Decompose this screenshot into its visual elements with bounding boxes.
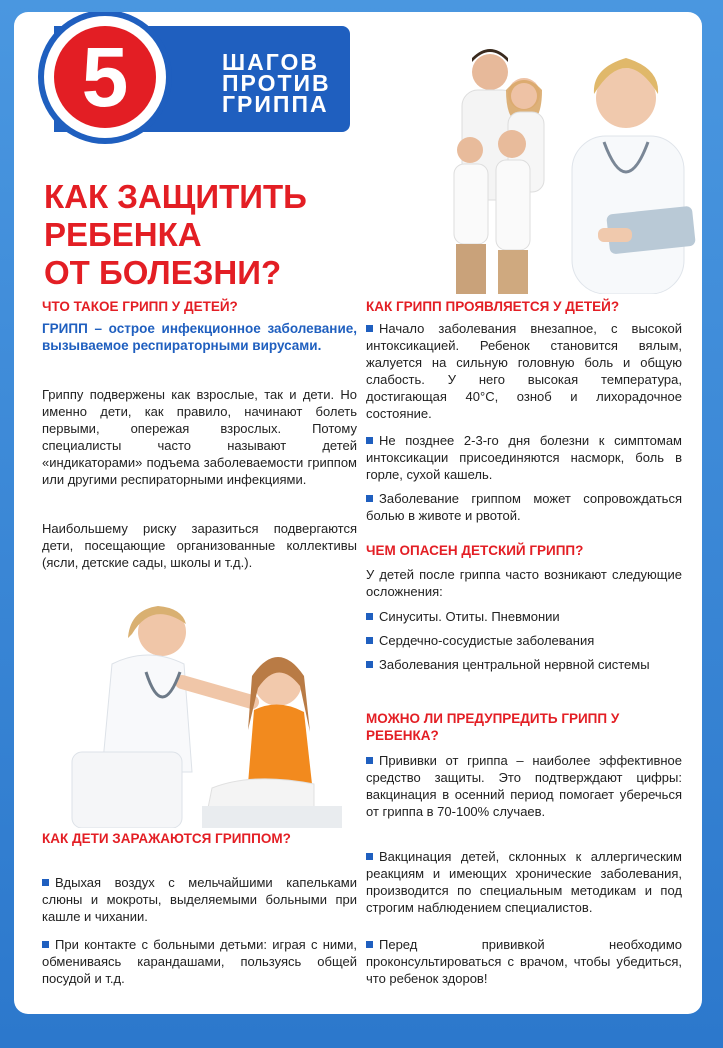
left-paragraph-1: Гриппу подвержены как взрослые, так и дети. Но именно дети, как правило, начинают болеть первыми, опережая взрослых. Потому специалисты часто называют детей «индикаторами» подъема заболеваемости гриппом или другими респираторными инфекциями. — [42, 387, 357, 487]
danger-item-3-text: Заболевания центральной нервной системы — [379, 657, 650, 672]
symptom-item-2 — [366, 432, 682, 483]
how-item-1 — [42, 874, 357, 925]
doctor-child-photo — [52, 602, 342, 828]
bullet-marker — [366, 613, 373, 620]
symptom-item-2-text: Не позднее 2-3-го дня болезни к симптомам интоксикации присоединяются насморк, боль в горле, сухой кашель. — [366, 433, 682, 482]
prevent-title: МОЖНО ЛИ ПРЕДУПРЕДИТЬ ГРИПП У РЕБЕНКА? — [366, 711, 620, 743]
danger-item-1 — [366, 608, 682, 625]
how-item-2 — [42, 936, 357, 987]
bullet-marker — [42, 879, 49, 886]
flu-definition: ГРИПП – острое инфекционное заболевание, вызываемое респираторными вирусами. — [42, 321, 357, 353]
prevent-item-2-text: Вакцинация детей, склонных к аллергическим реакциям и имеющих хронические заболевания, производится по специальным методикам и под строгим наблюдением специалистов. — [366, 849, 682, 915]
symptom-item-3 — [366, 490, 682, 524]
bullet-marker — [42, 941, 49, 948]
danger-item-1-text: Синуситы. Отиты. Пневмонии — [379, 609, 560, 624]
symptom-item-1 — [366, 320, 682, 422]
danger-item-2-text: Сердечно-сосудистые заболевания — [379, 633, 595, 648]
danger-title: ЧЕМ ОПАСЕН ДЕТСКИЙ ГРИПП? — [366, 543, 584, 558]
prevent-item-2 — [366, 848, 682, 916]
title-line-2: РЕБЕНКА — [44, 216, 202, 253]
title-line-1: КАК ЗАЩИТИТЬ — [44, 178, 307, 215]
bullet-marker — [366, 437, 373, 444]
danger-item-2 — [366, 632, 682, 649]
symptoms-title: КАК ГРИПП ПРОЯВЛЯЕТСЯ У ДЕТЕЙ? — [366, 299, 620, 314]
prevent-item-1 — [366, 752, 682, 820]
left-paragraph-2: Наибольшему риску заразиться подвергаются дети, посещающие организованные коллективы (ясли, детские сады, школы и т.д.). — [42, 521, 357, 570]
badge-line-2: ПРОТИВ — [222, 70, 331, 96]
danger-item-3 — [366, 656, 682, 673]
prevent-item-1-text: Прививки от гриппа – наиболее эффективное средство защиты. Это подтверждают цифры: вакцинация в осенний период помогает уберечься от гриппа в 70-100% случаев. — [366, 753, 682, 819]
badge-line-3: ГРИППА — [222, 91, 329, 117]
bullet-marker — [366, 941, 373, 948]
danger-intro: У детей после гриппа часто возникают следующие осложнения: — [366, 567, 682, 599]
prevent-item-3-text: Перед прививкой необходимо проконсультироваться с врачом, чтобы убедиться, что ребенок здоров! — [366, 937, 682, 986]
prevent-item-3 — [366, 936, 682, 987]
how-item-2-text: При контакте с больными детьми: играя с ними, обмениваясь карандашами, пользуясь общей посудой и т.д. — [42, 937, 357, 986]
symptom-item-1-text: Начало заболевания внезапное, с высокой интоксикацией. Ребенок становится вялым, жалуется на сильную головную боль и общую слабость. У него высокая температура, достигающая 40°С, озноб и лихорадочное состояние. — [366, 321, 682, 421]
badge-text — [222, 49, 382, 117]
how-item-1-text: Вдыхая воздух с мельчайшими капельками слюны и мокроты, выделяемыми больными при кашле и чихании. — [42, 875, 357, 924]
symptom-item-3-text: Заболевание гриппом может сопровождаться болью в животе и рвотой. — [366, 491, 682, 523]
badge-line-1: ШАГОВ — [222, 49, 319, 75]
bullet-marker — [366, 853, 373, 860]
page-title — [44, 178, 424, 292]
bullet-marker — [366, 495, 373, 502]
poster-page — [14, 12, 702, 1014]
title-line-3: ОТ БОЛЕЗНИ? — [44, 254, 282, 291]
bullet-marker — [366, 637, 373, 644]
how-children-infected-title: КАК ДЕТИ ЗАРАЖАЮТСЯ ГРИППОМ? — [42, 831, 291, 846]
badge-circle — [44, 16, 166, 138]
bullet-marker — [366, 757, 373, 764]
bullet-marker — [366, 325, 373, 332]
what-is-flu-title: ЧТО ТАКОЕ ГРИПП У ДЕТЕЙ? — [42, 299, 238, 314]
family-doctor-photo — [412, 32, 700, 294]
bullet-marker — [366, 661, 373, 668]
badge-number: 5 — [54, 26, 156, 128]
